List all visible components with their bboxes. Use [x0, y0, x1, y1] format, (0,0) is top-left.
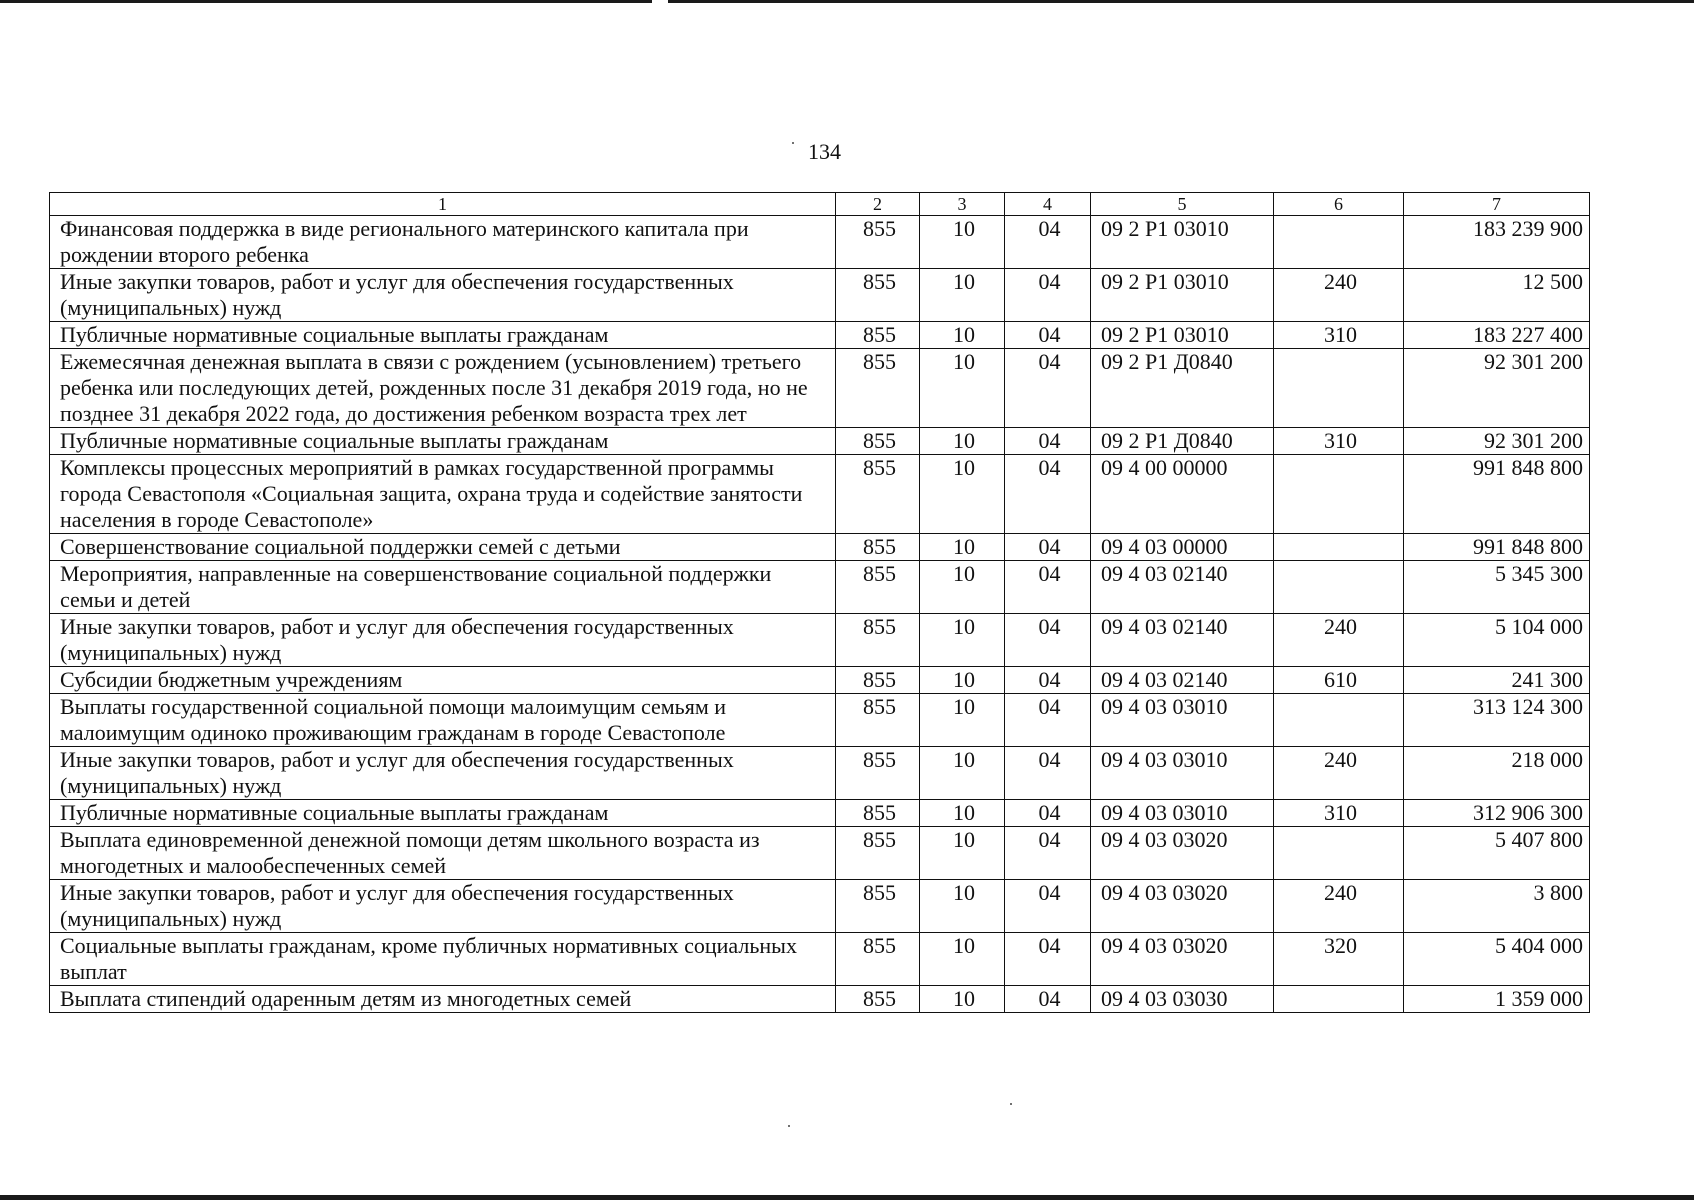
column-header: 6 — [1274, 193, 1404, 216]
row-section-cell: 10 — [920, 747, 1005, 800]
row-expense-type-cell: 310 — [1274, 322, 1404, 349]
table-row — [50, 216, 1590, 269]
row-ministry-cell: 855 — [836, 534, 920, 561]
row-expense-type-cell: 240 — [1274, 880, 1404, 933]
row-name-cell: Мероприятия, направленные на совершенствование социальной поддержки семьи и детей — [50, 561, 836, 614]
row-section-cell: 10 — [920, 269, 1005, 322]
row-target-article-cell: 09 2 P1 03010 — [1091, 322, 1274, 349]
row-section-cell: 10 — [920, 933, 1005, 986]
row-amount-cell: 241 300 — [1404, 667, 1590, 694]
row-name-cell: Выплата стипендий одаренным детям из многодетных семей — [50, 986, 836, 1013]
row-name-cell: Публичные нормативные социальные выплаты гражданам — [50, 800, 836, 827]
row-ministry-cell: 855 — [836, 561, 920, 614]
row-amount-cell: 1 359 000 — [1404, 986, 1590, 1013]
row-section-cell: 10 — [920, 694, 1005, 747]
row-section-cell: 10 — [920, 349, 1005, 428]
row-amount-cell: 5 345 300 — [1404, 561, 1590, 614]
row-ministry-cell: 855 — [836, 747, 920, 800]
row-amount-cell: 218 000 — [1404, 747, 1590, 800]
row-target-article-cell: 09 4 03 03020 — [1091, 880, 1274, 933]
row-target-article-cell: 09 2 P1 03010 — [1091, 269, 1274, 322]
row-subsection-cell: 04 — [1005, 322, 1091, 349]
scan-bottom-edge — [0, 1195, 1694, 1200]
row-name-cell: Совершенствование социальной поддержки семей с детьми — [50, 534, 836, 561]
row-target-article-cell: 09 4 03 02140 — [1091, 667, 1274, 694]
row-target-article-cell: 09 4 03 02140 — [1091, 614, 1274, 667]
row-section-cell: 10 — [920, 880, 1005, 933]
table-row — [50, 614, 1590, 667]
row-target-article-cell: 09 2 P1 Д0840 — [1091, 428, 1274, 455]
row-expense-type-cell: 310 — [1274, 428, 1404, 455]
row-ministry-cell: 855 — [836, 880, 920, 933]
row-ministry-cell: 855 — [836, 322, 920, 349]
table-row — [50, 534, 1590, 561]
row-subsection-cell: 04 — [1005, 216, 1091, 269]
row-section-cell: 10 — [920, 455, 1005, 534]
row-amount-cell: 313 124 300 — [1404, 694, 1590, 747]
table-row — [50, 800, 1590, 827]
table-row — [50, 933, 1590, 986]
table-row — [50, 561, 1590, 614]
row-expense-type-cell — [1274, 534, 1404, 561]
row-ministry-cell: 855 — [836, 455, 920, 534]
row-amount-cell: 5 404 000 — [1404, 933, 1590, 986]
row-name-cell: Социальные выплаты гражданам, кроме публичных нормативных социальных выплат — [50, 933, 836, 986]
row-target-article-cell: 09 2 P1 Д0840 — [1091, 349, 1274, 428]
column-header: 3 — [920, 193, 1005, 216]
row-amount-cell: 183 239 900 — [1404, 216, 1590, 269]
row-ministry-cell: 855 — [836, 667, 920, 694]
row-expense-type-cell — [1274, 216, 1404, 269]
column-header: 1 — [50, 193, 836, 216]
row-expense-type-cell: 310 — [1274, 800, 1404, 827]
row-subsection-cell: 04 — [1005, 269, 1091, 322]
row-subsection-cell: 04 — [1005, 933, 1091, 986]
row-ministry-cell: 855 — [836, 800, 920, 827]
table-body — [50, 216, 1590, 1013]
row-amount-cell: 991 848 800 — [1404, 534, 1590, 561]
row-subsection-cell: 04 — [1005, 349, 1091, 428]
column-header: 5 — [1091, 193, 1274, 216]
table-row — [50, 986, 1590, 1013]
scan-top-edge-gap — [652, 0, 668, 3]
row-amount-cell: 991 848 800 — [1404, 455, 1590, 534]
row-target-article-cell: 09 4 03 02140 — [1091, 561, 1274, 614]
row-name-cell: Выплаты государственной социальной помощи малоимущим семьям и малоимущим одиноко проживающим гражданам в городе Севастополе — [50, 694, 836, 747]
table-header-row — [50, 193, 1590, 216]
row-subsection-cell: 04 — [1005, 667, 1091, 694]
table-row — [50, 667, 1590, 694]
column-header: 7 — [1404, 193, 1590, 216]
row-amount-cell: 5 104 000 — [1404, 614, 1590, 667]
row-section-cell: 10 — [920, 428, 1005, 455]
row-subsection-cell: 04 — [1005, 827, 1091, 880]
row-expense-type-cell — [1274, 827, 1404, 880]
column-header: 2 — [836, 193, 920, 216]
row-name-cell: Иные закупки товаров, работ и услуг для обеспечения государственных (муниципальных) нужд — [50, 614, 836, 667]
row-ministry-cell: 855 — [836, 614, 920, 667]
row-name-cell: Комплексы процессных мероприятий в рамках государственной программы города Севастополя «Социальная защита, охрана труда и содействие занятости населения в городе Севастополе» — [50, 455, 836, 534]
row-name-cell: Субсидии бюджетным учреждениям — [50, 667, 836, 694]
row-target-article-cell: 09 4 03 00000 — [1091, 534, 1274, 561]
table-row — [50, 428, 1590, 455]
row-amount-cell: 3 800 — [1404, 880, 1590, 933]
row-section-cell: 10 — [920, 986, 1005, 1013]
row-name-cell: Иные закупки товаров, работ и услуг для обеспечения государственных (муниципальных) нужд — [50, 747, 836, 800]
row-amount-cell: 92 301 200 — [1404, 428, 1590, 455]
row-subsection-cell: 04 — [1005, 986, 1091, 1013]
row-subsection-cell: 04 — [1005, 747, 1091, 800]
row-expense-type-cell — [1274, 694, 1404, 747]
row-ministry-cell: 855 — [836, 349, 920, 428]
row-target-article-cell: 09 4 03 03030 — [1091, 986, 1274, 1013]
row-expense-type-cell — [1274, 455, 1404, 534]
row-name-cell: Ежемесячная денежная выплата в связи с рождением (усыновлением) третьего ребенка или последующих детей, рожденных после 31 декабря 2019 года, но не позднее 31 декабря 2022 года, до достижения ребенком возраста трех лет — [50, 349, 836, 428]
row-ministry-cell: 855 — [836, 986, 920, 1013]
row-name-cell: Финансовая поддержка в виде регионального материнского капитала при рождении второго ребенка — [50, 216, 836, 269]
row-name-cell: Публичные нормативные социальные выплаты гражданам — [50, 428, 836, 455]
row-expense-type-cell: 320 — [1274, 933, 1404, 986]
row-section-cell: 10 — [920, 614, 1005, 667]
row-name-cell: Иные закупки товаров, работ и услуг для обеспечения государственных (муниципальных) нужд — [50, 880, 836, 933]
row-name-cell: Публичные нормативные социальные выплаты гражданам — [50, 322, 836, 349]
row-subsection-cell: 04 — [1005, 561, 1091, 614]
row-subsection-cell: 04 — [1005, 880, 1091, 933]
budget-table — [49, 192, 1590, 1013]
row-expense-type-cell — [1274, 561, 1404, 614]
row-name-cell: Выплата единовременной денежной помощи детям школьного возраста из многодетных и малообеспеченных семей — [50, 827, 836, 880]
row-subsection-cell: 04 — [1005, 800, 1091, 827]
row-name-cell: Иные закупки товаров, работ и услуг для обеспечения государственных (муниципальных) нужд — [50, 269, 836, 322]
row-section-cell: 10 — [920, 534, 1005, 561]
scan-top-edge — [0, 0, 1694, 3]
table-row — [50, 322, 1590, 349]
row-section-cell: 10 — [920, 827, 1005, 880]
row-expense-type-cell — [1274, 349, 1404, 428]
row-section-cell: 10 — [920, 800, 1005, 827]
row-target-article-cell: 09 4 03 03020 — [1091, 933, 1274, 986]
row-subsection-cell: 04 — [1005, 428, 1091, 455]
scan-speck — [1010, 1103, 1012, 1105]
row-expense-type-cell — [1274, 986, 1404, 1013]
table-row — [50, 455, 1590, 534]
row-amount-cell: 312 906 300 — [1404, 800, 1590, 827]
row-subsection-cell: 04 — [1005, 694, 1091, 747]
row-target-article-cell: 09 4 03 03010 — [1091, 800, 1274, 827]
row-subsection-cell: 04 — [1005, 614, 1091, 667]
row-section-cell: 10 — [920, 216, 1005, 269]
row-section-cell: 10 — [920, 561, 1005, 614]
row-ministry-cell: 855 — [836, 694, 920, 747]
row-target-article-cell: 09 4 03 03010 — [1091, 747, 1274, 800]
row-target-article-cell: 09 4 00 00000 — [1091, 455, 1274, 534]
row-ministry-cell: 855 — [836, 933, 920, 986]
row-target-article-cell: 09 4 03 03020 — [1091, 827, 1274, 880]
table-row — [50, 269, 1590, 322]
row-target-article-cell: 09 4 03 03010 — [1091, 694, 1274, 747]
row-amount-cell: 5 407 800 — [1404, 827, 1590, 880]
row-ministry-cell: 855 — [836, 428, 920, 455]
table-row — [50, 827, 1590, 880]
scan-speck — [788, 1125, 790, 1127]
row-expense-type-cell: 240 — [1274, 269, 1404, 322]
row-expense-type-cell: 240 — [1274, 614, 1404, 667]
table-row — [50, 747, 1590, 800]
table-row — [50, 694, 1590, 747]
row-ministry-cell: 855 — [836, 827, 920, 880]
table-row — [50, 349, 1590, 428]
row-ministry-cell: 855 — [836, 216, 920, 269]
row-section-cell: 10 — [920, 667, 1005, 694]
row-subsection-cell: 04 — [1005, 455, 1091, 534]
row-amount-cell: 183 227 400 — [1404, 322, 1590, 349]
row-section-cell: 10 — [920, 322, 1005, 349]
row-subsection-cell: 04 — [1005, 534, 1091, 561]
row-target-article-cell: 09 2 P1 03010 — [1091, 216, 1274, 269]
row-expense-type-cell: 610 — [1274, 667, 1404, 694]
row-expense-type-cell: 240 — [1274, 747, 1404, 800]
row-amount-cell: 12 500 — [1404, 269, 1590, 322]
row-amount-cell: 92 301 200 — [1404, 349, 1590, 428]
scan-speck — [792, 142, 794, 144]
column-header: 4 — [1005, 193, 1091, 216]
table-row — [50, 880, 1590, 933]
row-ministry-cell: 855 — [836, 269, 920, 322]
page-number: 134 — [808, 139, 841, 164]
